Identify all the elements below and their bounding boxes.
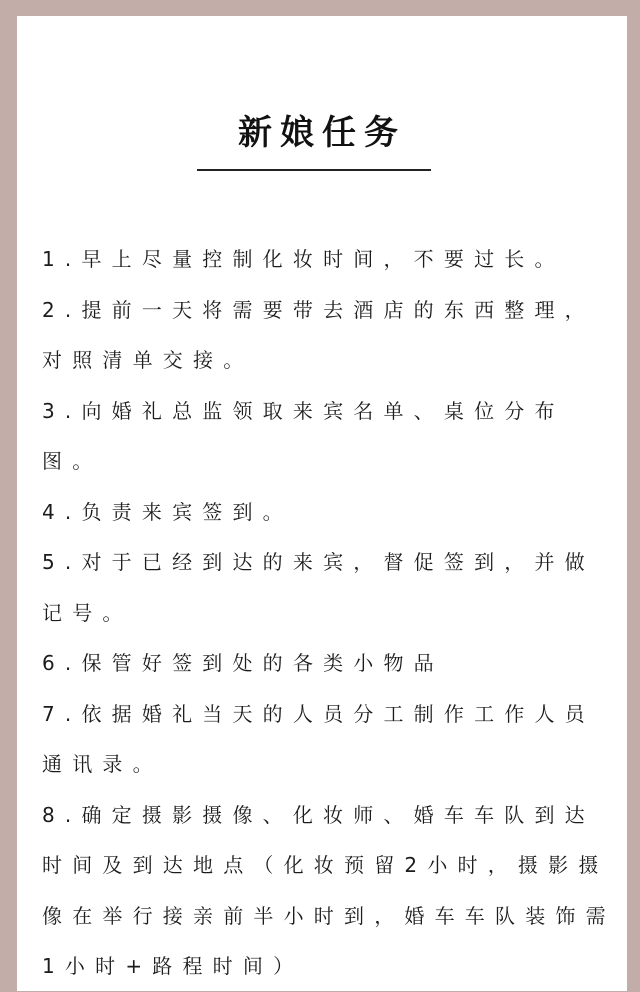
list-item: 6.保管好签到处的各类小物品 (42, 651, 444, 675)
task-list (42, 234, 617, 992)
content-card (17, 16, 627, 991)
list-item: 2.提前一天将需要带去酒店的东西整理，对照清单交接。 (42, 297, 595, 372)
list-item: 7.依据婚礼当天的人员分工制作工作人员通讯录。 (42, 701, 595, 776)
list-item: 3.向婚礼总监领取来宾名单、桌位分布图。 (42, 398, 565, 473)
page-title: 新娘任务 (238, 113, 406, 153)
list-item: 4.负责来宾签到。 (42, 499, 293, 524)
title-underline (197, 169, 431, 171)
list-item: 1.早上尽量控制化妆时间，不要过长。 (42, 247, 565, 271)
list-item: 8.确定摄影摄像、化妆师、婚车车队到达时间及到达地点（化妆预留2小时，摄影摄像在举行接亲前半小时到，婚车车队装饰需1小时+路程时间） (42, 802, 616, 978)
list-item: 5.对于已经到达的来宾，督促签到，并做记号。 (42, 550, 595, 625)
